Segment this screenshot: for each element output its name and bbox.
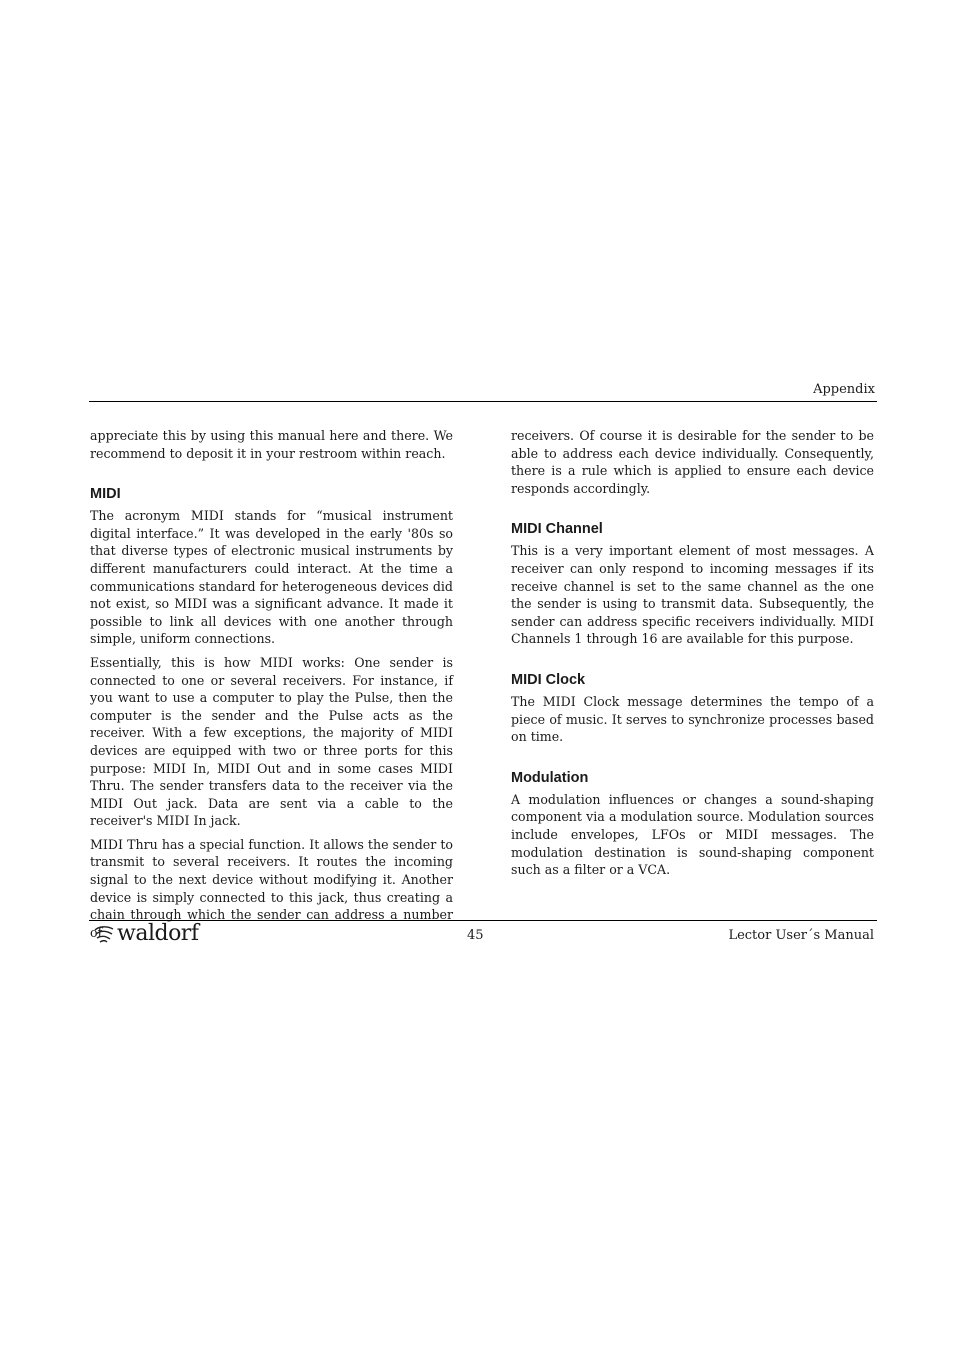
waldorf-logo	[93, 921, 198, 947]
header-rule	[89, 401, 877, 402]
modulation-heading: Modulation	[511, 769, 589, 786]
modulation-paragraph: A modulation influences or changes a sound-shaping component via a modulation source. Modulation sources include envelopes, LFOs or MIDI messages. The modulation destination is sound-shaping component such as a filter or a VCA.	[511, 791, 874, 878]
manual-title: Lector User´s Manual	[728, 928, 874, 943]
footer-rule	[89, 920, 877, 921]
logo-wordmark: waldorf	[117, 921, 199, 946]
continuation-paragraph: receivers. Of course it is desirable for the sender to be able to address each device individually. Consequently, there is a rule which is applied to ensure each device responds accordingly.	[511, 428, 874, 496]
midi-clock-paragraph: The MIDI Clock message determines the tempo of a piece of music. It serves to synchronize processes based on time.	[511, 693, 874, 745]
intro-paragraph: appreciate this by using this manual here and there. We recommend to deposit it in your restroom within reach.	[90, 428, 453, 461]
midi-heading: MIDI	[90, 486, 121, 503]
midi-paragraph-1: The acronym MIDI stands for “musical instrument digital interface.” It was developed in the early '80s so that diverse types of electronic musical instruments by different manufacturers could interact. At the time a communications standard for heterogeneous devices did not exist, so MIDI was a significant advance. It made it possible to link all devices with one another through simple, uniform connections.	[90, 508, 453, 647]
midi-channel-heading: MIDI Channel	[511, 521, 603, 538]
midi-clock-heading: MIDI Clock	[511, 671, 586, 688]
midi-paragraph-3: MIDI Thru has a special function. It allows the sender to transmit to several receivers. It routes the incoming signal to the next device without modifying it. Another device is simply connected to this jack, thus creating a chain through which the sender can address a number of	[90, 836, 453, 940]
midi-channel-paragraph: This is a very important element of most messages. A receiver can only respond to incoming messages if its receive channel is set to the same channel as the one the sender is using to transmit data. Subsequently, the sender can address specific receivers individually. MIDI Channels 1 through 16 are available for this purpose.	[511, 543, 874, 647]
left-column	[90, 427, 453, 947]
page-number: 45	[467, 928, 484, 943]
section-header: Appendix	[813, 382, 875, 397]
midi-paragraph-2: Essentially, this is how MIDI works: One sender is connected to one or several receivers. For instance, if you want to use a computer to play the Pulse, then the computer is the sender and the Pulse acts as the receiver. With a few exceptions, the majority of MIDI devices are equipped with two or three ports for this purpose: MIDI In, MIDI Out and in some cases MIDI Thru. The sender transfers data to the receiver via the MIDI Out jack. Data are sent via a cable to the receiver's MIDI In jack.	[90, 654, 453, 829]
right-column	[511, 427, 874, 885]
waldorf-swirl-icon	[93, 924, 115, 944]
